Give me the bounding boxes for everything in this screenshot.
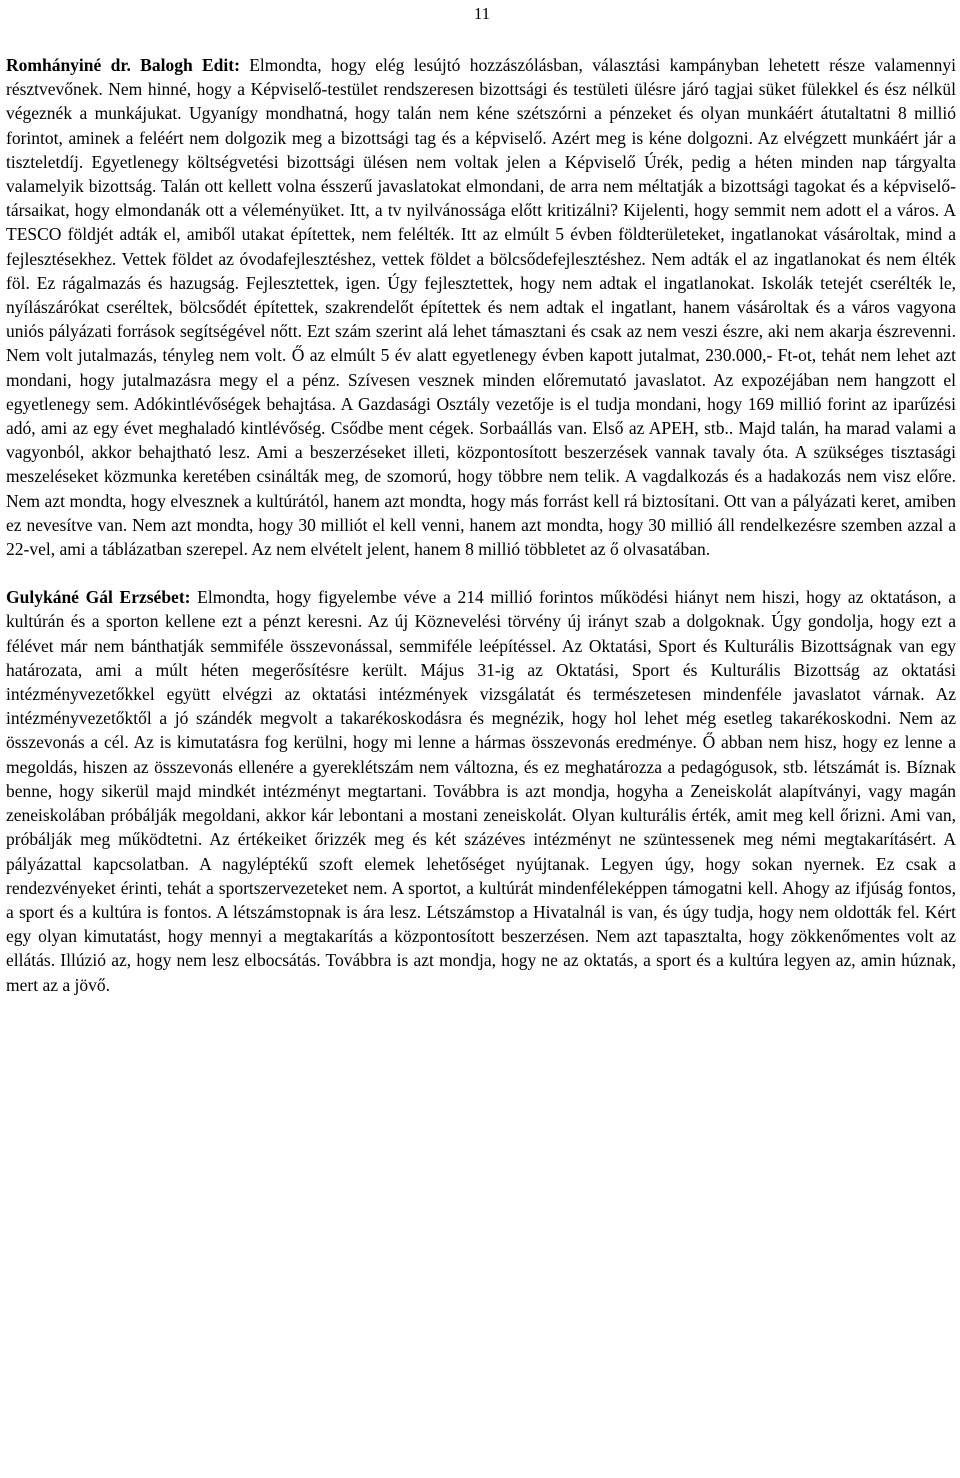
page-number: 11	[473, 4, 491, 23]
speaker-name: Gulykáné Gál Erzsébet:	[6, 587, 191, 608]
paragraph-gulykane	[6, 585, 956, 996]
paragraph-text: Elmondta, hogy elég lesújtó hozzászólásban, választási kampányban lehetett része valamennyi résztvevőnek. Nem hinné, hogy a Képviselő-testület rendszeresen bizottsági és testületi ülésre járó tagjai süket fülekkel és ész nélkül végeznék a munkájukat. Ugyanígy mondhatná, hogy talán nem kéne szétszórni a pénzeket és olyan munkáért átutaltatni 8 millió forintot, aminek a feléért nem dolgozik meg a bizottsági tag és a képviselő. Azért meg is kéne dolgozni. Az elvégzett munkáért jár a tiszteletdíj. Egyetlenegy költségvetési bizottsági ülésen nem voltak jelen a Képviselő Úrék, pedig a héten minden nap tárgyalta valamelyik bizottság. Talán ott kellett volna ésszerű javaslatokat elmondani, de arra nem méltatják a bizottsági tagokat és a képviselő-társaikat, hogy elmondanák ott a véleményüket. Itt, a tv nyilvánossága előtt kritizálni? Kijelenti, hogy semmit nem adott el a város. A TESCO földjét adták el, amiből utakat építettek, nem felélték. Itt az elmúlt 5 évben földterületeket, ingatlanokat vásároltak, mind a fejlesztésekhez. Vettek földet az óvodafejlesztéshez, vettek földet a bölcsődefejlesztéshez. Nem adták el az ingatlanokat és nem élték föl. Ez rágalmazás és hazugság. Fejlesztettek, igen. Úgy fejlesztettek, hogy nem adtak el ingatlanokat. Iskolák tetejét cserélték le, nyílászárókat cseréltek, bölcsődét építettek, szakrendelőt építettek és nem adtak el ingatlant, hanem vásároltak és a város vagyona uniós pályázati források segítségével nőtt. Ezt szám szerint alá lehet támasztani és csak az nem veszi észre, aki nem akarja észrevenni. Nem volt jutalmazás, tényleg nem volt. Ő az elmúlt 5 év alatt egyetlenegy évben kapott jutalmat, 230.000,- Ft-ot, tehát nem lehet azt mondani, hogy jutalmazásra megy el a pénz. Szívesen vesznek minden előremutató javaslatot. Az expozéjában nem hangzott el egyetlenegy sem. Adókintlévőségek behajtása. A Gazdasági Osztály vezetője is el tudja mondani, hogy 169 millió forint az iparűzési adó, ami az egy évet meghaladó kintlévőség. Csődbe ment cégek. Sorbaállás van. Első az APEH, stb.. Majd talán, ha marad valami a vagyonból, akkor behajtható lesz. Ami a beszerzéseket illeti, központosított beszerzések vannak tavaly óta. A szükséges tisztasági meszeléseket közmunka keretében csinálták meg, de szomorú, hogy többre nem telik. A vagdalkozás és a hadakozás nem visz előre. Nem azt mondta, hogy elvesznek a kultúrától, hanem azt mondta, hogy más forrást kell rá biztosítani. Ott van a pályázati keret, amiben ez nevesítve van. Nem azt mondta, hogy 30 milliót el kell venni, hanem azt mondta, hogy 30 millió áll rendelkezésre szemben azzal a 22-vel, ami a táblázatban szerepel. Az nem elvételt jelent, hanem 8 millió többletet az ő olvasatában.	[6, 55, 956, 560]
paragraph-romhanyine	[6, 53, 956, 561]
speaker-name: Romhányiné dr. Balogh Edit:	[6, 55, 240, 75]
paragraph-text: Elmondta, hogy figyelembe véve a 214 millió forintos működési hiányt nem hiszi, hogy az oktatáson, a kultúrán és a sporton kellene ezt a pénzt keresni. Az új Köznevelési törvény új irányt szab a dolgoknak. Úgy gondolja, hogy ezt a félévet már nem bánthatják semmiféle összevonással, semmiféle leépítéssel. Az Oktatási, Sport és Kulturális Bizottságnak van egy határozata, ami a múlt héten megerősítésre került. Május 31-ig az Oktatási, Sport és Kulturális Bizottság az oktatási intézményvezetőkkel együtt elvégzi az oktatási intézmények vizsgálatát és természetesen mindenféle javaslatot várnak. Az intézményvezetőktől a jó szándék megvolt a takarékoskodásra és megnézik, hogy hol lehet még esetleg takarékoskodni. Nem az összevonás a cél. Az is kimutatásra fog kerülni, hogy mi lenne a hármas összevonás eredménye. Ő abban nem hisz, hogy ez lenne a megoldás, hiszen az összevonás ellenére a gyereklétszám nem változna, és ez meghatározza a pedagógusok, stb. létszámát is. Bíznak benne, hogy sikerül majd mindkét intézményt megtartani. Továbbra is azt mondja, hogyha a Zeneiskolát alapítványi, vagy magán zeneiskolában próbálják megoldani, akkor kár lebontani a mostani zeneiskolát. Olyan kulturális érték, amit meg kell őrizni. Ami van, próbálják meg működtetni. Az értékeiket őrizzék meg és két százéves intézményt ne szüntessenek meg némi megtakarításért. A pályázattal kapcsolatban. A nagyléptékű szoft elemek lehetőséget nyújtanak. Legyen úgy, hogy sokan nyernek. Ez csak a rendezvényeket érinti, tehát a sportszervezeteket nem. A sportot, a kultúrát mindenféleképpen támogatni kell. Ahogy az ifjúság fontos, a sport és a kultúra is fontos. A létszámstopnak is ára lesz. Létszámstop a Hivatalnál is van, és úgy tudja, hogy nem oldották fel. Kért egy olyan kimutatást, hogy mennyi a megtakarítás a központosított beszerzésen. Nem azt tapasztalta, hogy zökkenőmentes volt az ellátás. Illúzió az, hogy nem lesz elbocsátás. Továbbra is azt mondja, hogy ne az oktatás, a sport és a kultúra legyen az, amin húznak, mert az a jövő.	[6, 587, 956, 995]
document-body	[6, 53, 956, 997]
